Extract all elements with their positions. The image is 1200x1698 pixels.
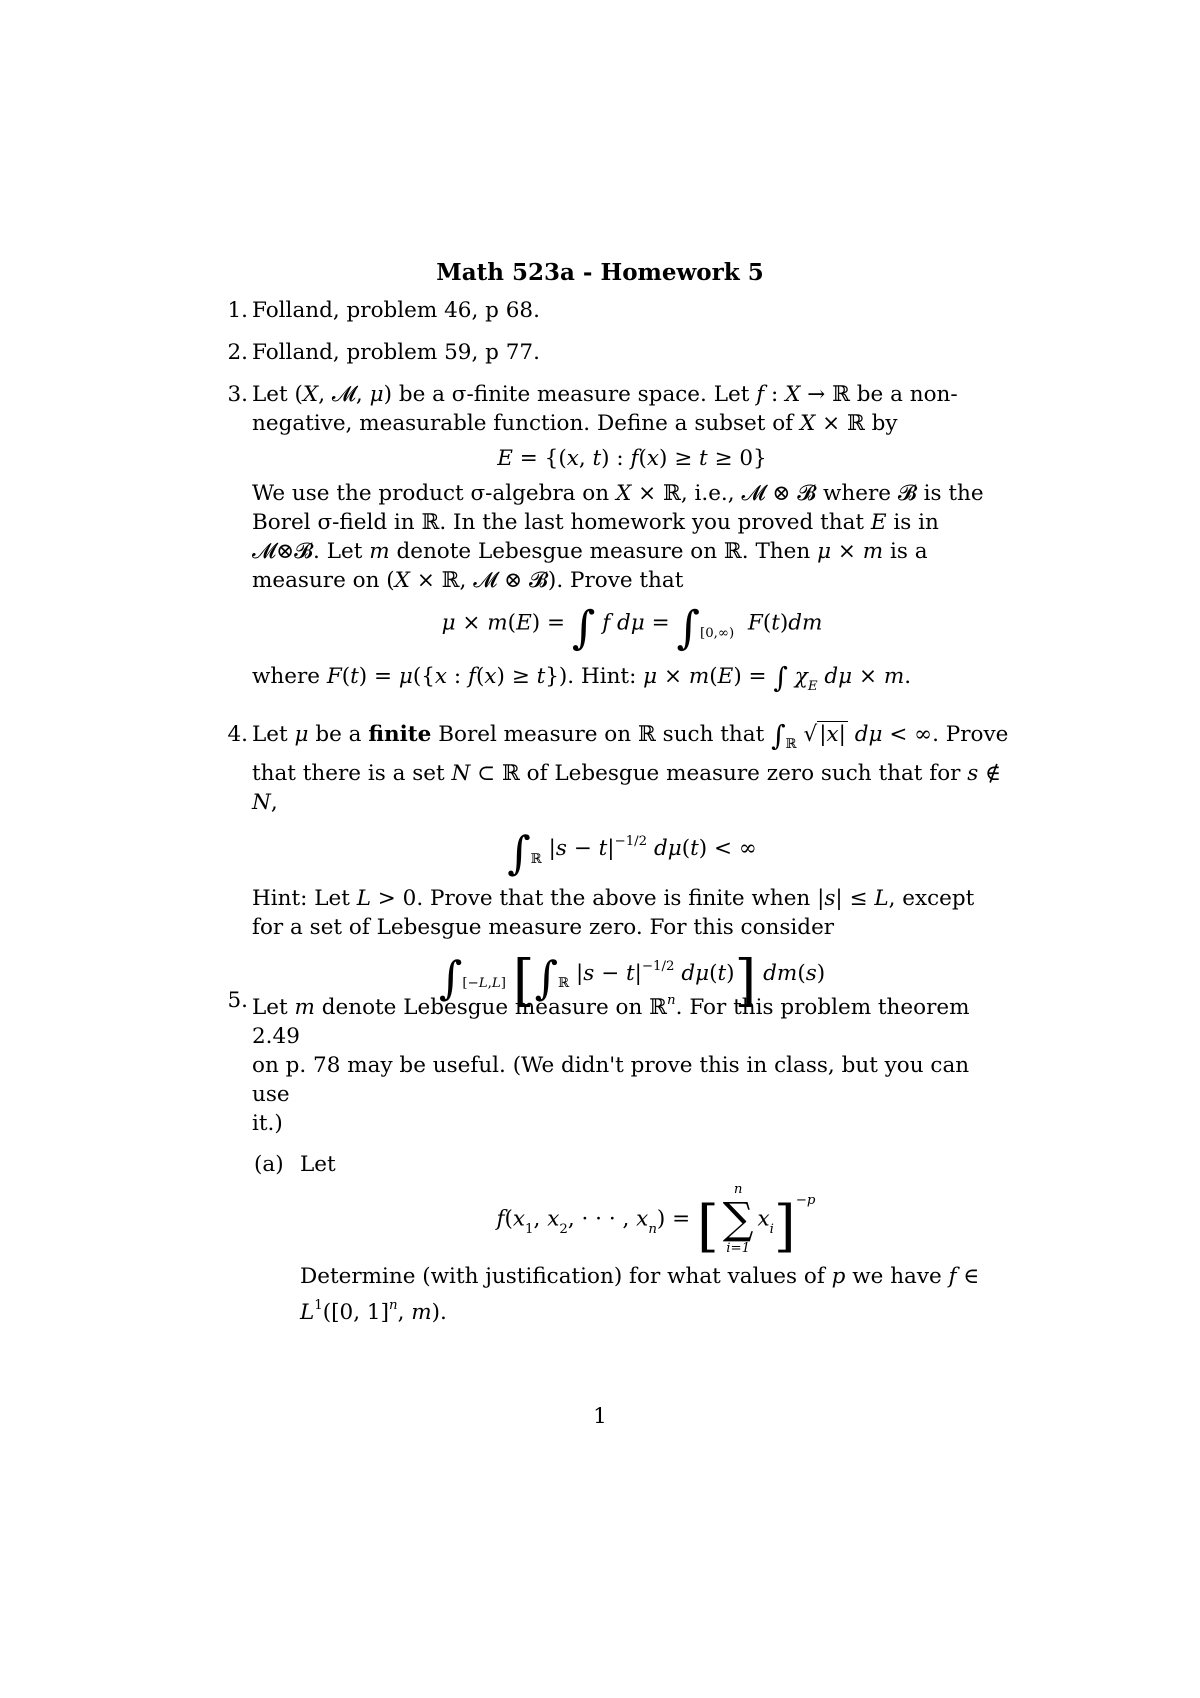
problem-where: where F(t) = μ({x : f(x) ≥ t}). Hint: μ × m(E) = ∫ $\chi_E$ dμ × m.	[252, 661, 912, 695]
subproblem-let: Let	[300, 1151, 336, 1177]
problem-number: 3.	[227, 382, 248, 407]
subproblem-a	[254, 1150, 1012, 1327]
equation-iterated-integral: $\int_{[-L,L]}$ [$\int_ℝ$ $|s - t|^{-1/2}$ dμ(t)] dm(s)	[438, 948, 826, 1014]
equation-sum-power: $f(x_1$, $x_2$, · · · , $x_n$) = [ n ∑ i=1 $x_i]^{-p}$	[496, 1181, 816, 1260]
page-title: Math 523a - Homework 5	[436, 259, 764, 286]
problem-intro: Let μ be a finite Borel measure on ℝ such that $\int_ℝ$ √|x| dμ < ∞. Prove that there is a set N ⊂ ℝ of Lebesgue measure zero such that for s ∉ N,	[252, 719, 1009, 816]
problem-intro: Let m denote Lebesgue measure on ℝ$^n$. For this problem theorem 2.49 on p. 78 may be useful. (We didn't prove this in class, but you can use it.)	[252, 993, 970, 1136]
problem-intro: Let (X, 𝓜, μ) be a σ-finite measure space. Let f : X → ℝ be a non- negative, measurable function. Define a subset of X × ℝ by	[252, 382, 958, 436]
page-number: 1	[593, 1404, 607, 1429]
problem-3	[227, 380, 1012, 701]
problem-5	[227, 986, 1012, 1327]
equation-finite-integral: $\int_ℝ$ $|s - t|^{-1/2}$ dμ(t) < ∞	[507, 826, 757, 880]
equation-product-measure: μ × m(E) = ∫ f $d\mu = \int_{[0,\infty)}$ F(t)dm	[441, 601, 823, 654]
problem-number: 5.	[227, 988, 248, 1013]
problem-body: We use the product σ-algebra on X × ℝ, i.e., 𝓜 ⊗ 𝓑 where 𝓑 is the Borel σ-field in ℝ. In the last homework you proved that E is in 𝓜⊗𝓑. Let m denote Lebesgue measure on ℝ. Then μ × m is a measure on (X × ℝ, 𝓜 ⊗ 𝓑). Prove that	[252, 481, 984, 593]
problem-2	[227, 338, 1012, 367]
equation-set-e: E = {(x, t) : f(x) ≥ t ≥ 0}	[497, 446, 767, 471]
problem-1	[227, 296, 1012, 325]
problem-4	[227, 719, 1012, 1014]
problem-number: 1.	[227, 298, 248, 323]
subproblem-determine: Determine (with justification) for what values of p we have f ∈ $L^1([0$, 1]$^n$, m).	[300, 1264, 980, 1326]
problem-number: 4.	[227, 722, 248, 747]
problem-hint: Hint: Let L > 0. Prove that the above is finite when |s| ≤ L, except for a set of Lebesgue measure zero. For this consider	[252, 886, 975, 940]
problem-number: 2.	[227, 340, 248, 365]
problem-text: Folland, problem 46, p 68.	[252, 298, 540, 323]
subproblem-label: (a)	[254, 1151, 284, 1177]
problem-text: Folland, problem 59, p 77.	[252, 340, 540, 365]
